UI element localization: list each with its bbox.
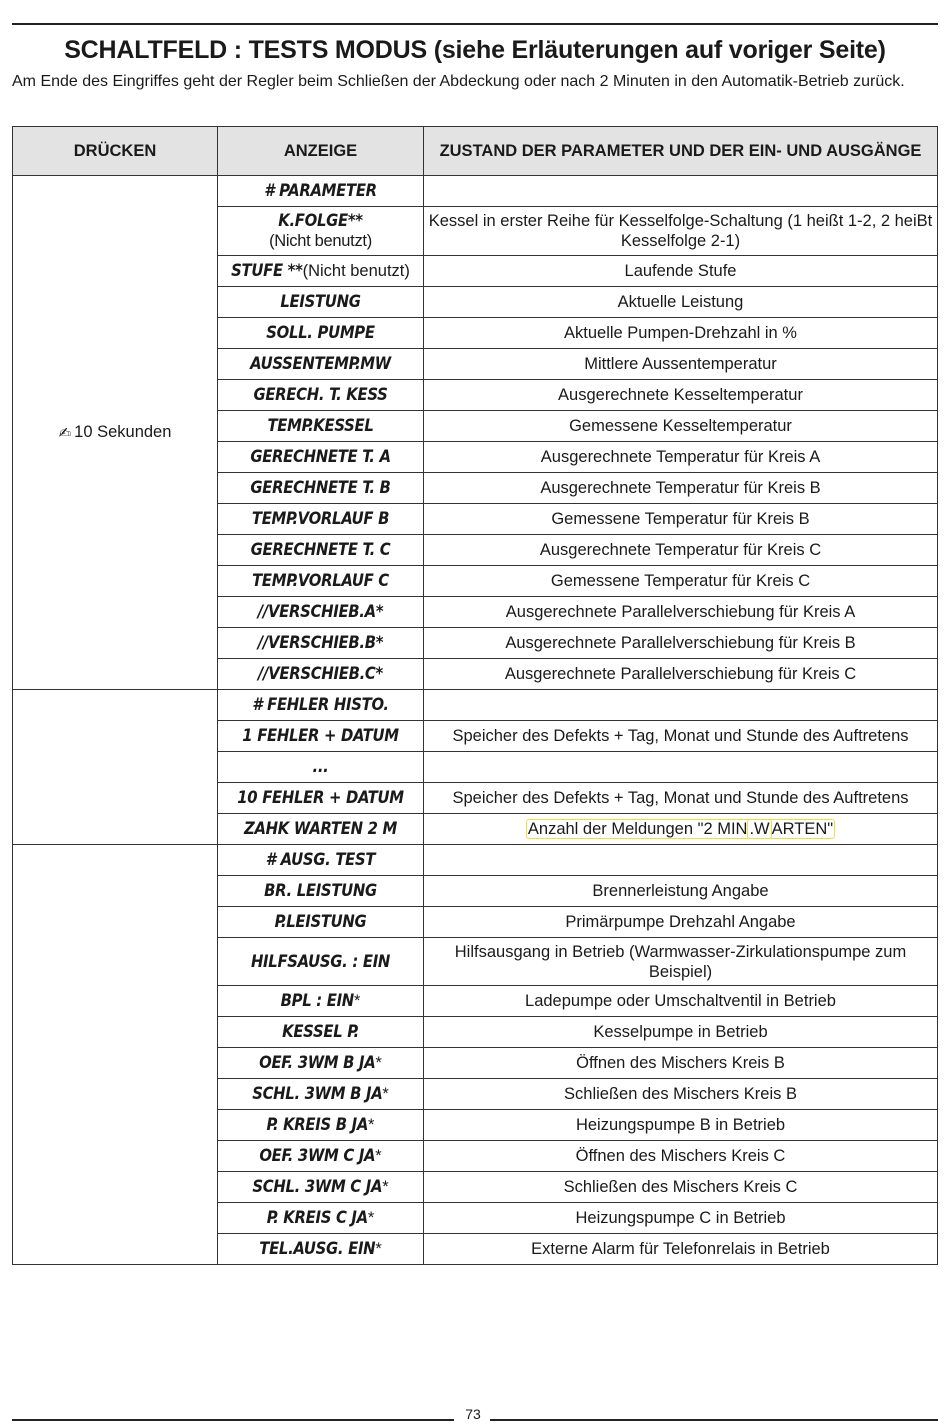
top-rule xyxy=(12,23,938,25)
display-star: * xyxy=(368,1116,375,1134)
display-cell: 1 FEHLER + DATUM xyxy=(218,721,424,752)
header-press: DRÜCKEN xyxy=(13,127,218,176)
display-cell: //VERSCHIEB.C* xyxy=(218,659,424,690)
highlight-part-b: .W xyxy=(749,820,770,838)
desc-cell xyxy=(424,814,938,845)
display-text: P. KREIS B JA xyxy=(266,1115,369,1134)
display-cell: TEMP.VORLAUF C xyxy=(218,566,424,597)
display-text: OEF. 3WM B JA xyxy=(259,1053,376,1072)
desc-cell: Kesselpumpe in Betrieb xyxy=(424,1017,938,1048)
desc-cell: Heizungspumpe B in Betrieb xyxy=(424,1110,938,1141)
press-duration: 10 Sekunden xyxy=(74,422,172,441)
display-cell xyxy=(218,1079,424,1110)
display-cell: //VERSCHIEB.B* xyxy=(218,628,424,659)
display-star: * xyxy=(382,1178,389,1196)
display-cell: KESSEL P. xyxy=(218,1017,424,1048)
display-cell: //VERSCHIEB.A* xyxy=(218,597,424,628)
display-text: TEL.AUSG. EIN xyxy=(259,1239,376,1258)
press-cell-group-2 xyxy=(13,690,218,845)
display-cell: AUSSENTEMP.MW xyxy=(218,349,424,380)
display-cell xyxy=(218,1172,424,1203)
display-text: OEF. 3WM C JA xyxy=(259,1146,376,1165)
display-text: SCHL. 3WM C JA xyxy=(252,1177,383,1196)
display-cell: ... xyxy=(218,752,424,783)
desc-cell: Kessel in erster Reihe für Kesselfolge-Schaltung (1 heißt 1-2, 2 heiBt Kesselfolge 2-1) xyxy=(424,207,938,256)
display-note: (Nicht benutzt) xyxy=(302,262,410,280)
desc-cell: Speicher des Defekts + Tag, Monat und Stunde des Auftretens xyxy=(424,783,938,814)
display-cell xyxy=(218,986,424,1017)
display-cell xyxy=(218,1203,424,1234)
desc-cell xyxy=(424,176,938,207)
display-text: K.FOLGE** xyxy=(278,211,363,230)
highlight-part-a: Anzahl der Meldungen "2 MIN xyxy=(527,820,748,838)
desc-cell: Gemessene Temperatur für Kreis B xyxy=(424,504,938,535)
desc-cell: Schließen des Mischers Kreis B xyxy=(424,1079,938,1110)
display-star: * xyxy=(375,1240,382,1258)
display-cell xyxy=(218,207,424,256)
highlight-part-c: ARTEN" xyxy=(771,820,834,838)
display-cell xyxy=(218,1048,424,1079)
desc-cell: Heizungspumpe C in Betrieb xyxy=(424,1203,938,1234)
desc-cell: Aktuelle Leistung xyxy=(424,287,938,318)
table-row xyxy=(13,845,938,876)
desc-cell: Ausgerechnete Parallelverschiebung für Kreis A xyxy=(424,597,938,628)
page-number: 73 xyxy=(465,1406,481,1422)
footer-rule-right xyxy=(490,1419,938,1421)
table-row xyxy=(13,176,938,207)
desc-cell: Ladepumpe oder Umschaltventil in Betrieb xyxy=(424,986,938,1017)
desc-cell: Öffnen des Mischers Kreis B xyxy=(424,1048,938,1079)
display-star: * xyxy=(375,1147,382,1165)
display-cell: 10 FEHLER + DATUM xyxy=(218,783,424,814)
display-star: * xyxy=(382,1085,389,1103)
desc-cell: Mittlere Aussentemperatur xyxy=(424,349,938,380)
intro-text: Am Ende des Eingriffes geht der Regler beim Schließen der Abdeckung oder nach 2 Minuten in den Automatik-Betrieb zurück. xyxy=(12,73,905,90)
highlighted-text xyxy=(526,819,835,839)
display-star: * xyxy=(367,1209,375,1227)
desc-cell xyxy=(424,752,938,783)
desc-cell: Ausgerechnete Parallelverschiebung für Kreis C xyxy=(424,659,938,690)
desc-cell: Externe Alarm für Telefonrelais in Betrieb xyxy=(424,1234,938,1265)
desc-cell: Gemessene Kesseltemperatur xyxy=(424,411,938,442)
display-cell: # PARAMETER xyxy=(218,176,424,207)
table-header-row xyxy=(13,127,938,176)
desc-cell: Ausgerechnete Temperatur für Kreis B xyxy=(424,473,938,504)
desc-cell: Primärpumpe Drehzahl Angabe xyxy=(424,907,938,938)
footer-rule-left xyxy=(12,1419,454,1421)
tests-mode-table xyxy=(12,126,938,1265)
desc-cell: Ausgerechnete Parallelverschiebung für Kreis B xyxy=(424,628,938,659)
display-cell: ZAHK WARTEN 2 M xyxy=(218,814,424,845)
press-cell-group-1 xyxy=(13,176,218,690)
desc-cell: Schließen des Mischers Kreis C xyxy=(424,1172,938,1203)
display-text: BPL : EIN xyxy=(280,991,354,1010)
display-cell: # FEHLER HISTO. xyxy=(218,690,424,721)
display-text: STUFE ** xyxy=(231,261,303,280)
desc-cell xyxy=(424,845,938,876)
display-cell: TEMP.KESSEL xyxy=(218,411,424,442)
display-cell: GERECHNETE T. C xyxy=(218,535,424,566)
display-cell xyxy=(218,1141,424,1172)
display-cell: HILFSAUSG. : EIN xyxy=(218,938,424,986)
display-cell: GERECHNETE T. B xyxy=(218,473,424,504)
desc-cell: Hilfsausgang in Betrieb (Warmwasser-Zirkulationspumpe zum Beispiel) xyxy=(424,938,938,986)
desc-cell xyxy=(424,690,938,721)
desc-cell: Laufende Stufe xyxy=(424,256,938,287)
display-note: (Nicht benutzt) xyxy=(269,232,372,250)
desc-cell: Gemessene Temperatur für Kreis C xyxy=(424,566,938,597)
desc-cell: Brennerleistung Angabe xyxy=(424,876,938,907)
display-cell xyxy=(218,1234,424,1265)
desc-cell: Speicher des Defekts + Tag, Monat und Stunde des Auftretens xyxy=(424,721,938,752)
header-display: ANZEIGE xyxy=(218,127,424,176)
display-cell xyxy=(218,256,424,287)
display-cell: P.LEISTUNG xyxy=(218,907,424,938)
hand-press-icon: ✍ xyxy=(58,424,72,442)
display-text: SCHL. 3WM B JA xyxy=(252,1084,383,1103)
desc-cell: Ausgerechnete Temperatur für Kreis C xyxy=(424,535,938,566)
display-text: P. KREIS C JA xyxy=(266,1208,368,1227)
page-title: SCHALTFELD : TESTS MODUS (siehe Erläuterungen auf voriger Seite) xyxy=(64,36,886,64)
desc-cell: Ausgerechnete Temperatur für Kreis A xyxy=(424,442,938,473)
header-state: ZUSTAND DER PARAMETER UND DER EIN- UND AUSGÄNGE xyxy=(424,127,938,176)
display-cell: GERECH. T. KESS xyxy=(218,380,424,411)
display-cell: GERECHNETE T. A xyxy=(218,442,424,473)
display-cell: TEMP.VORLAUF B xyxy=(218,504,424,535)
desc-cell: Aktuelle Pumpen-Drehzahl in % xyxy=(424,318,938,349)
display-cell xyxy=(218,1110,424,1141)
desc-cell: Ausgerechnete Kesseltemperatur xyxy=(424,380,938,411)
display-cell: LEISTUNG xyxy=(218,287,424,318)
display-star: * xyxy=(375,1054,382,1072)
display-star: * xyxy=(353,992,361,1010)
display-cell: BR. LEISTUNG xyxy=(218,876,424,907)
display-cell: SOLL. PUMPE xyxy=(218,318,424,349)
desc-cell: Öffnen des Mischers Kreis C xyxy=(424,1141,938,1172)
press-cell-group-3 xyxy=(13,845,218,1265)
display-cell: # AUSG. TEST xyxy=(218,845,424,876)
table-row xyxy=(13,690,938,721)
